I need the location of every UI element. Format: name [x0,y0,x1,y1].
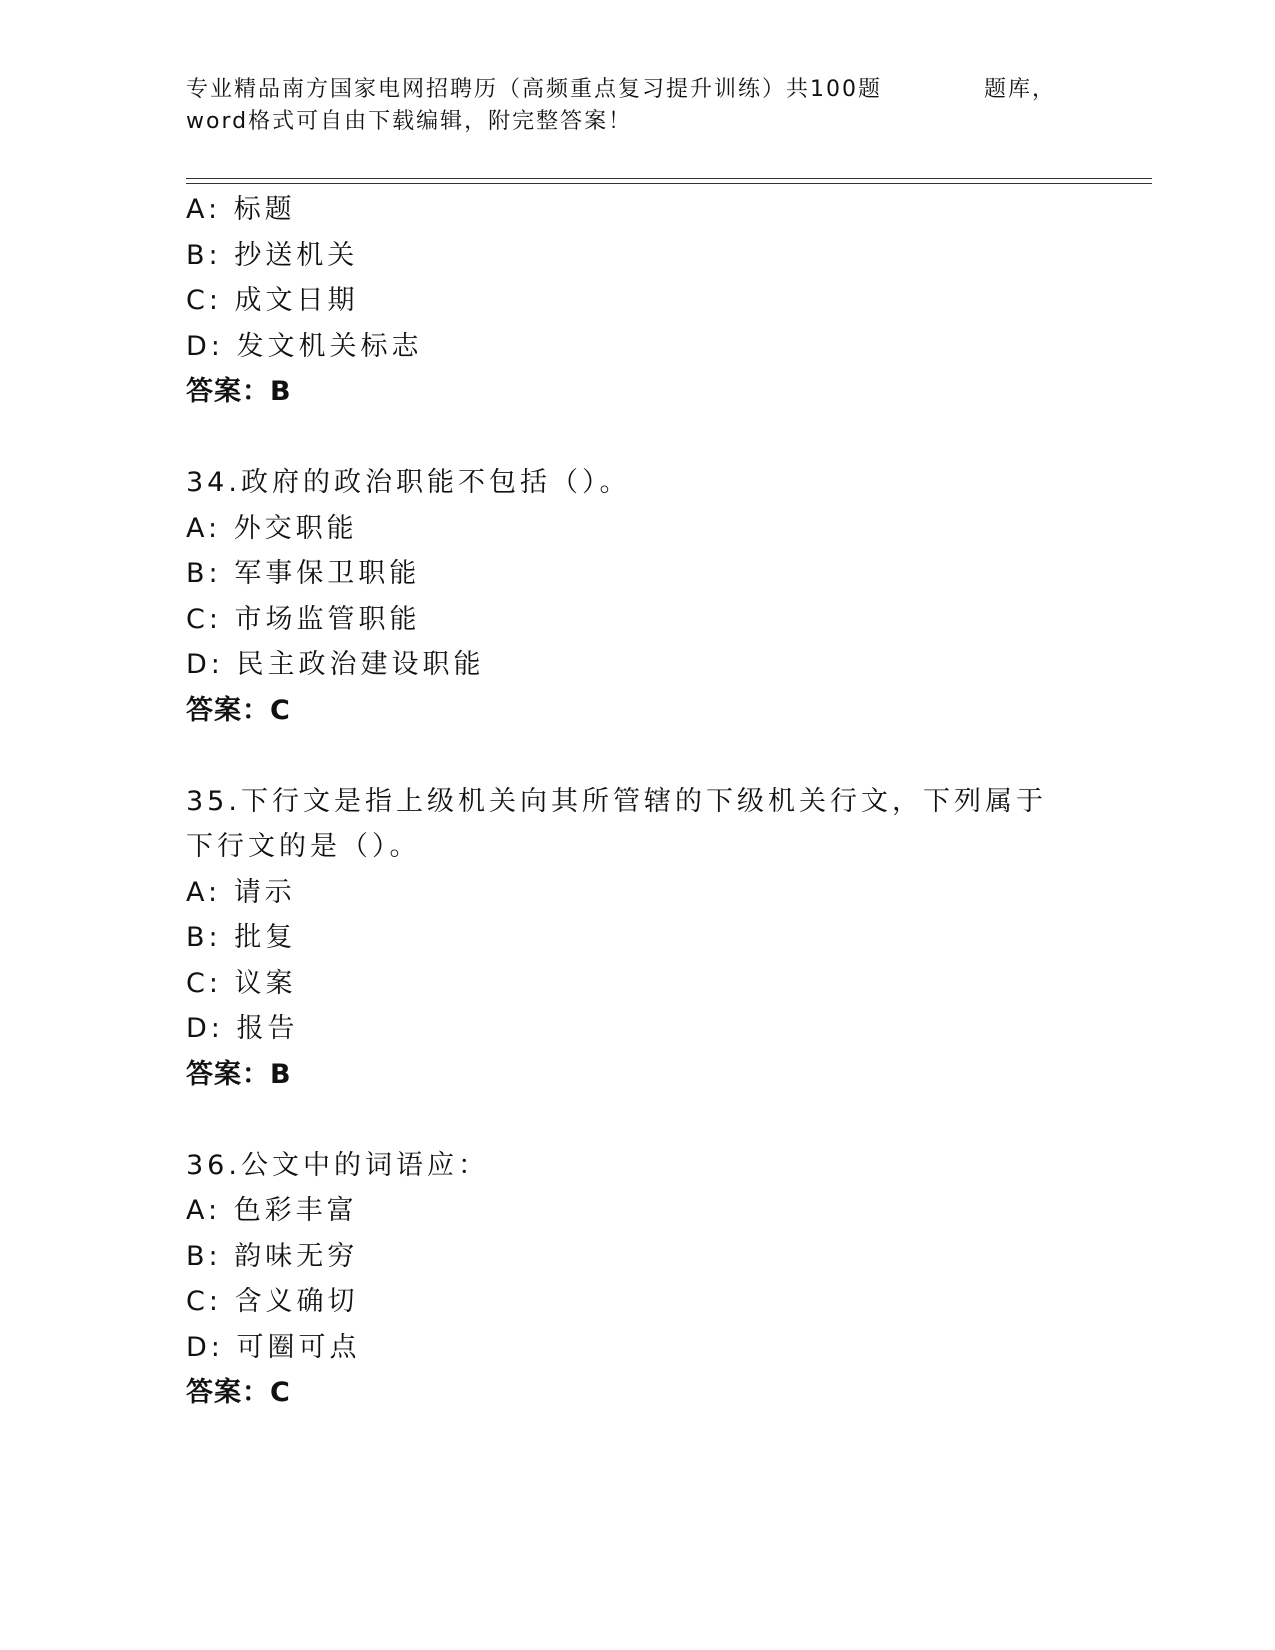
answer: 答案：C [186,694,291,726]
option-d: D: 发文机关标志 [186,330,423,362]
spacer [186,1097,1086,1143]
option-d: D: 报告 [186,1013,299,1044]
answer: 答案：B [186,1058,292,1090]
option-c: C: 市场监管职能 [186,603,421,635]
spacer [186,415,1086,461]
question-stem: 34.政府的政治职能不包括（）。 [186,467,631,498]
option-a: A: 外交职能 [186,512,358,544]
question-block [186,460,1086,733]
option-c: C: 议案 [186,967,297,999]
answer: 答案：C [186,1377,291,1408]
option-c: C: 含义确切 [186,1286,359,1317]
header-subtitle: word格式可自由下载编辑，附完整答案！ [186,109,633,134]
option-a: A: 请示 [186,876,296,908]
option-b: B: 批复 [186,922,297,953]
header-divider-top [186,178,1152,179]
option-d: D: 可圈可点 [186,1331,361,1363]
answer: 答案：B [186,376,292,407]
header-divider-bottom [186,183,1152,184]
option-c: C: 成文日期 [186,285,359,316]
question-list [186,187,1086,1416]
option-b: B: 军事保卫职能 [186,558,421,589]
option-b: B: 韵味无穷 [186,1240,359,1272]
spacer [186,733,1086,779]
option-b: B: 抄送机关 [186,239,359,271]
option-a: A: 色彩丰富 [186,1195,358,1226]
question-stem: 35.下行文是指上级机关向其所管辖的下级机关行文，下列属于下行文的是（）。 [186,785,1047,862]
header-title-suffix: 题库， [984,77,1057,102]
header-title: 专业精品南方国家电网招聘历（高频重点复习提升训练）共100题 [186,77,882,102]
question-block [186,187,1086,415]
question-block [186,779,1086,1098]
question-block [186,1143,1086,1416]
option-d: D: 民主政治建设职能 [186,649,485,680]
question-stem: 36.公文中的词语应： [186,1149,489,1181]
option-a: A: 标题 [186,194,296,225]
